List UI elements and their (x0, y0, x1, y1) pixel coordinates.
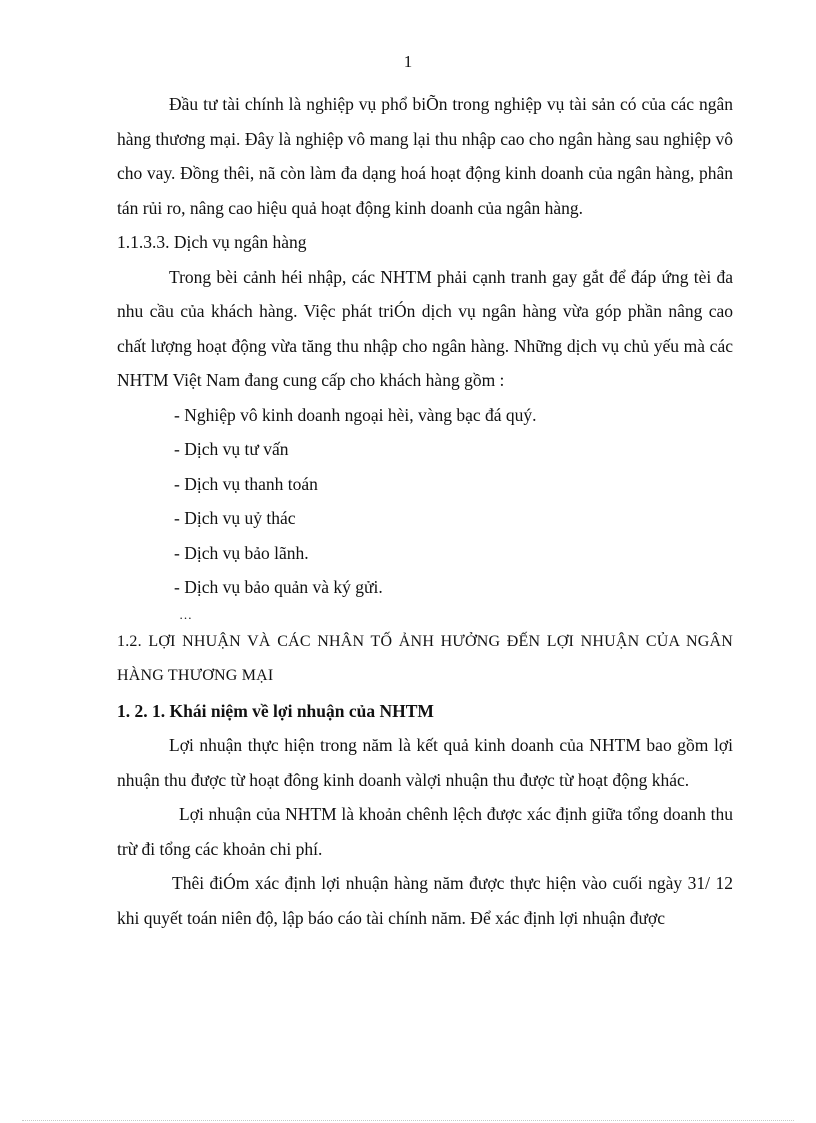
subsection-heading-1133: 1.1.3.3. Dịch vụ ngân hàng (117, 232, 307, 252)
list-item: - Dịch vụ tư vấn (174, 439, 289, 459)
list-item: - Nghiệp vô kinh doanh ngoại hèi, vàng bạc đá quý. (174, 404, 537, 425)
services-list (117, 398, 733, 605)
list-ellipsis: … (179, 606, 192, 622)
paragraph-profit-timing: Thêi điÓm xác định lợi nhuận hàng năm được thực hiện vào cuối ngày 31/ 12 khi quyết toán niên độ, lập báo cáo tài chính năm. Để xác định lợi nhuận được (117, 873, 733, 928)
paragraph-banking-services: Trong bèi cảnh héi nhập, các NHTM phải cạnh tranh gay gắt để đáp ứng tèi đa nhu cầu của khách hàng. Việc phát triÓn dịch vụ ngân hàng vừa góp phần nâng cao chất lượng hoạt động vừa tăng thu nhập cho ngân hàng. Những dịch vụ chủ yếu mà các NHTM Việt Nam đang cung cấp cho khách hàng gồm : (117, 266, 733, 390)
list-item: - Dịch vụ bảo lãnh. (174, 542, 309, 563)
list-item: - Dịch vụ thanh toán (174, 473, 318, 494)
document-body (117, 87, 733, 935)
list-item: - Dịch vụ uỷ thác (174, 508, 296, 528)
page-bottom-dotted-border (22, 1120, 794, 1121)
list-item: - Dịch vụ bảo quản và ký gửi. (174, 577, 383, 597)
paragraph-investment: Đầu tư tài chính là nghiệp vụ phổ biÕn trong nghiệp vụ tài sản có của các ngân hàng thương mại. Đây là nghiệp vô mang lại thu nhập cao cho ngân hàng sau nghiệp vô cho vay. Đồng thêi, nã còn làm đa dạng hoá hoạt động kinh doanh của ngân hàng, phân tán rủi ro, nâng cao hiệu quả hoạt động kinh doanh của ngân hàng. (117, 94, 733, 218)
paragraph-profit-difference: Lợi nhuận của NHTM là khoản chênh lệch được xác định giữa tổng doanh thu trừ đi tổng các khoản chi phí. (117, 804, 733, 859)
subsection-heading-121: 1. 2. 1. Khái niệm về lợi nhuận của NHTM (117, 700, 434, 721)
page-number: 1 (403, 52, 413, 71)
section-heading-12: 1.2. LỢI NHUẬN VÀ CÁC NHÂN TỐ ẢNH HƯỞNG ĐẾN LỢI NHUẬN CỦA NGÂN HÀNG THƯƠNG MẠI (117, 632, 733, 684)
paragraph-profit-definition: Lợi nhuận thực hiện trong năm là kết quả kinh doanh của NHTM bao gồm lợi nhuận thu được từ hoạt đông kinh doanh vàlợi nhuận thu được từ hoạt động khác. (117, 735, 733, 790)
